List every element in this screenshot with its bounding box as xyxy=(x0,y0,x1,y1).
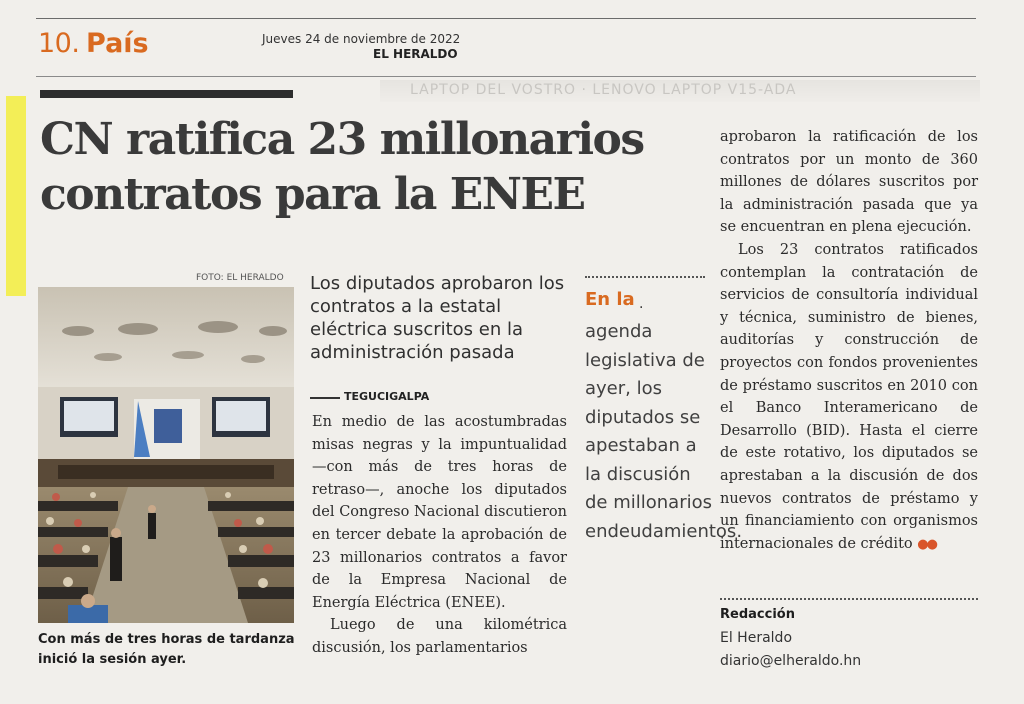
section-name: País xyxy=(86,28,149,59)
header-top-rule xyxy=(36,18,976,19)
bleed-through-text: LAPTOP DEL VOSTRO · LENOVO LAPTOP V15-ADA xyxy=(410,82,797,98)
highlighter-mark xyxy=(6,96,26,296)
sidebar-dotted-rule xyxy=(585,276,705,280)
headline-line-2: contratos para la ENEE xyxy=(40,169,585,220)
headline-bar xyxy=(40,90,293,98)
congress-session-photo xyxy=(38,287,294,623)
byline-email: diario@elheraldo.hn xyxy=(720,653,862,669)
subheadline: Los diputados aprobaron los contratos a la estatal eléctrica suscritos en la administración pasada xyxy=(310,273,565,363)
byline-paper: El Heraldo xyxy=(720,630,793,646)
headline xyxy=(40,112,710,222)
body-paragraph: aprobaron la ratificación de los contratos por un monto de 360 millones de dólares suscritos por la administración pasada que ya se encuentran en plena ejecución. xyxy=(720,129,978,236)
body-paragraph: Luego de una kilométrica discusión, los parlamentarios xyxy=(312,617,567,656)
body-column-3 xyxy=(720,126,978,556)
page-number: 10. xyxy=(38,28,80,59)
sidebar-kicker-dot: . xyxy=(639,296,644,312)
byline-name: Redacción xyxy=(720,607,795,622)
body-paragraph-text: Los 23 contratos ratificados contemplan la contratación de servicios de consultoría individual y técnica, suministro de bienes, auditorías y construcción de proyectos con fondos provenientes de préstamo suscritos en 2010 con el Banco Interamericano de Desarrollo (BID). Hasta el cierre de este rotativo, los diputados se aprestaban a la discusión de dos nuevos contratos de préstamo y un financiamiento con organismos internacionales de crédito xyxy=(720,241,978,552)
issue-date: Jueves 24 de noviembre de 2022 xyxy=(262,32,461,46)
body-column-1 xyxy=(312,411,567,660)
sidebar-quote: agenda legislativa de ayer, los diputados se apestaban a la discusión de millonarios endeudamientos. xyxy=(585,321,743,542)
signature-dotted-rule xyxy=(720,598,978,600)
dateline-rule xyxy=(310,397,340,399)
end-mark-icon: ●● xyxy=(917,536,936,552)
photo-credit: FOTO: EL HERALDO xyxy=(196,273,284,283)
photo-caption: Con más de tres horas de tardanza inició la sesión ayer. xyxy=(38,632,295,667)
sidebar-kicker: En la xyxy=(585,289,635,310)
headline-line-1: CN ratifica 23 millonarios xyxy=(40,114,644,165)
header-bottom-rule xyxy=(36,76,976,77)
dateline: TEGUCIGALPA xyxy=(344,390,430,403)
newspaper-name: EL HERALDO xyxy=(373,47,458,61)
body-paragraph xyxy=(720,239,978,556)
photo-illustration xyxy=(38,287,294,623)
body-paragraph: En medio de las acostumbradas misas negras y la impuntualidad —con más de tres horas de retraso—, anoche los diputados del Congreso Nacional discutieron en tercer debate la aprobación de 23 millonarios contratos a favor de la Empresa Nacional de Energía Eléctrica (ENEE). xyxy=(312,414,567,611)
